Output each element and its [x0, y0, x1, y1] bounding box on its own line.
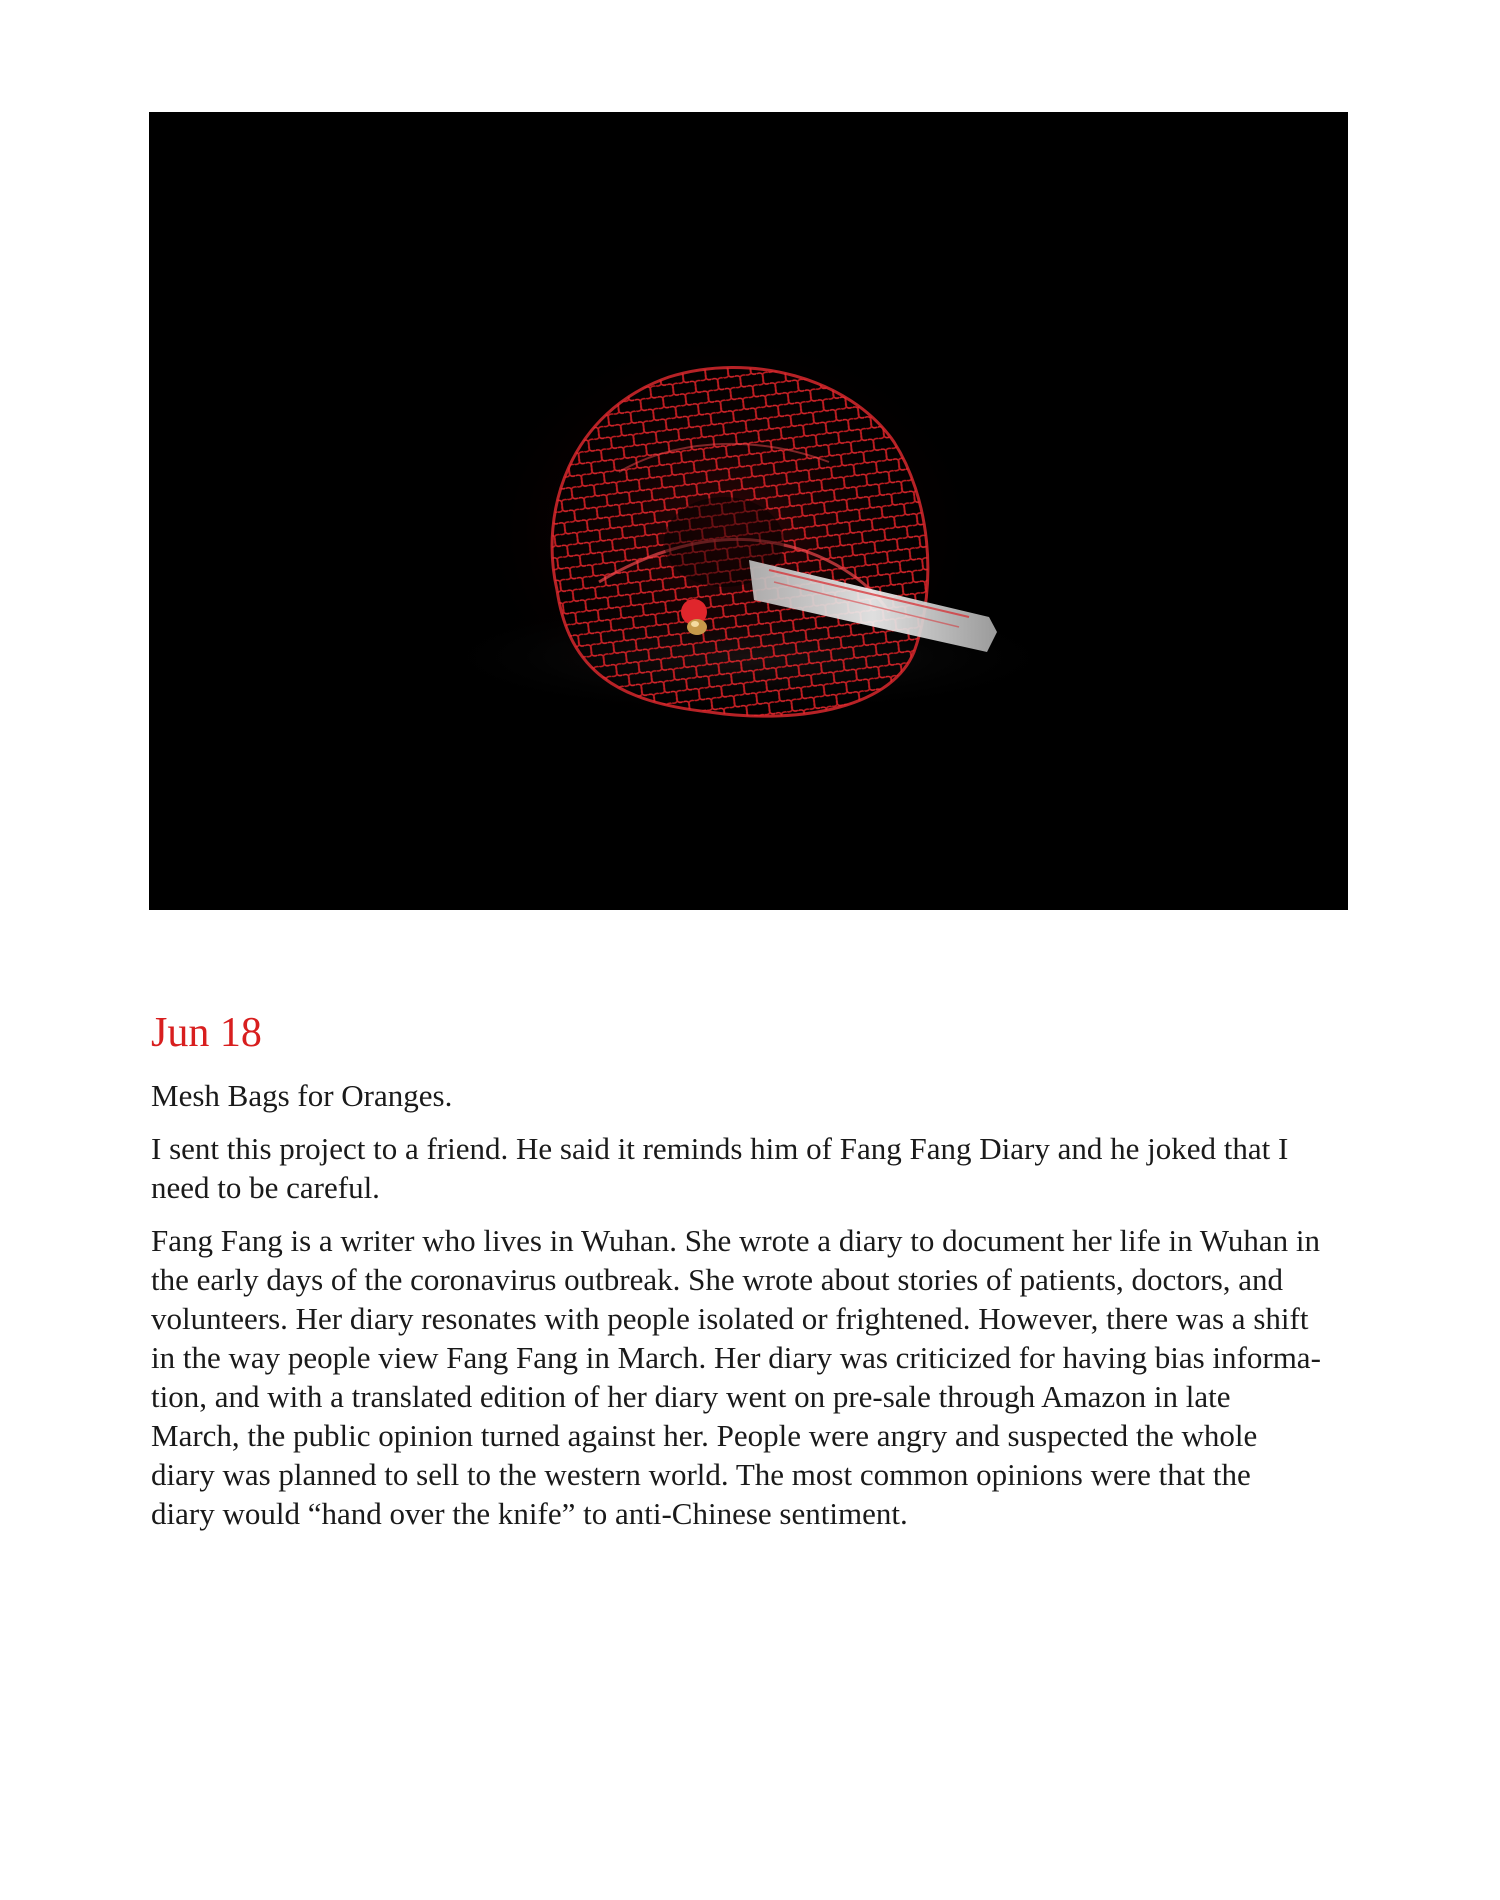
entry-title: Mesh Bags for Oranges. — [151, 1078, 453, 1113]
entry-paragraph: Fang Fang is a writer who lives in Wuhan. She wrote a diary to document her life in Wuhan in the early days of the coronavirus outbreak. She wrote about stories of patients, doctors, and volunteers. Her diary resonates with people isolated or frightened. However, there was a shift in the way people view Fang Fang in March. Her diary was criticized for having bias informa-tion, and with a translated edition of her diary went on pre-sale through Amazon in late March, the public opinion turned against her. People were angry and suspected the whole diary was planned to sell to the western world. The most common opinions were that the diary would “hand over the knife” to anti-Chinese sentiment. — [151, 1223, 1321, 1531]
entry-paragraph: I sent this project to a friend. He said it reminds him of Fang Fang Diary and he joked that I need to be careful. — [151, 1131, 1289, 1205]
mesh-bag-photo — [149, 112, 1348, 910]
entry-date: Jun 18 — [151, 1010, 262, 1056]
diary-entry — [151, 1008, 1321, 1547]
mesh-bag-illustration — [149, 112, 1348, 910]
